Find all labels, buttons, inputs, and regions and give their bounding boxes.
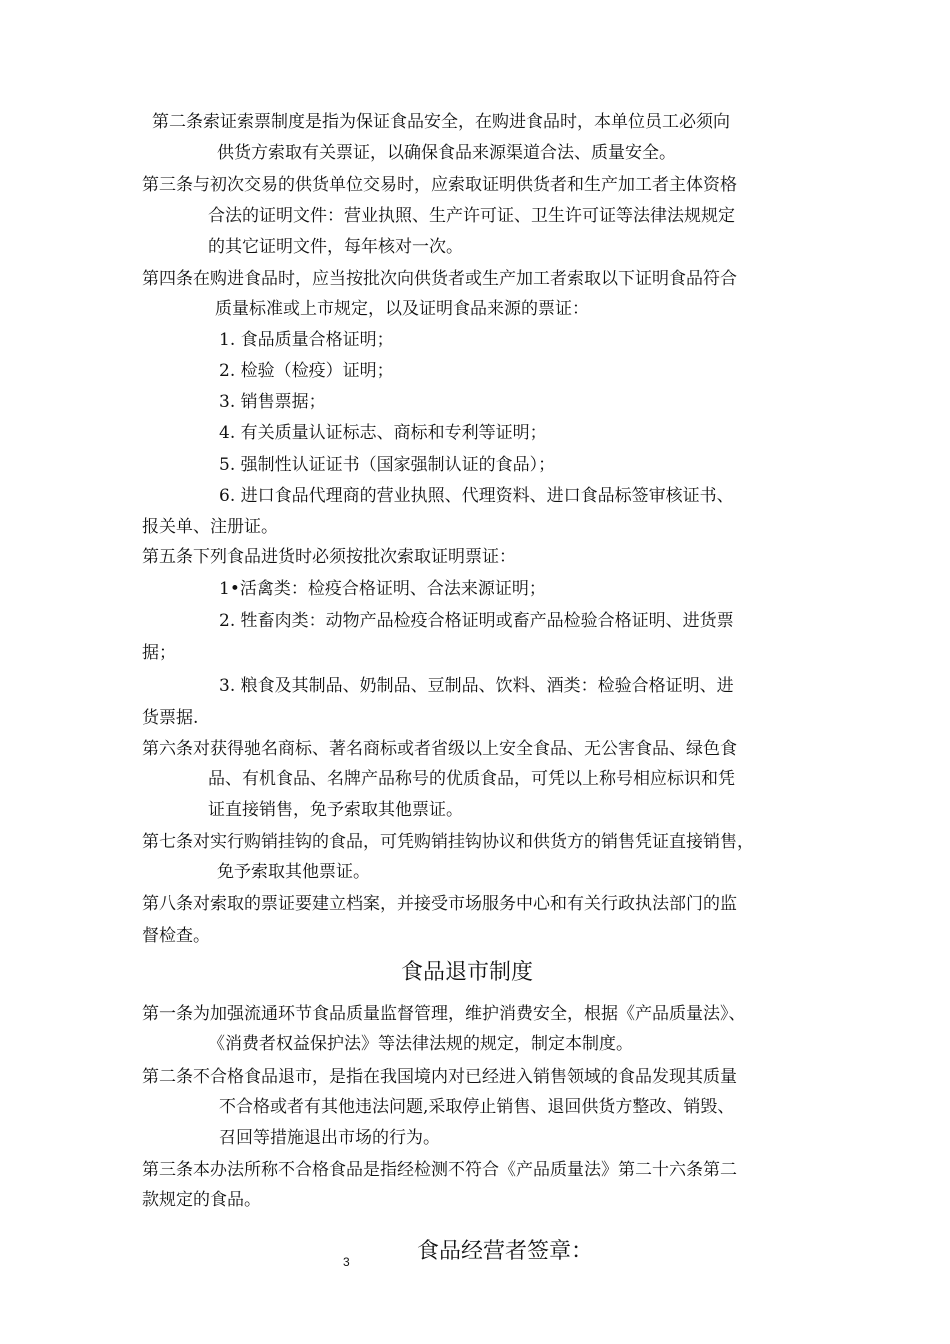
- article-4-item-5: 5. 强制性认证证书（国家强制认证的食品）；: [219, 455, 556, 475]
- article-4-item-1: 1. 食品质量合格证明；: [219, 330, 394, 350]
- section2-article-1-line-1: 第一条为加强流通环节食品质量监督管理，维护消费安全，根据《产品质量法》、: [142, 1004, 746, 1024]
- article-7-line-1: 第七条对实行购销挂钩的食品，可凭购销挂钩协议和供货方的销售凭证直接销售，: [142, 832, 754, 852]
- article-3-line-1: 第三条与初次交易的供货单位交易时，应索取证明供货者和生产加工者主体资格: [142, 175, 737, 195]
- article-8-line-2: 督检查。: [142, 926, 210, 946]
- article-3-line-2: 合法的证明文件：营业执照、生产许可证、卫生许可证等法律法规规定: [208, 206, 735, 226]
- article-6-line-1: 第六条对获得驰名商标、著名商标或者省级以上安全食品、无公害食品、绿色食: [142, 739, 737, 759]
- article-4-item-4: 4. 有关质量认证标志、商标和专利等证明；: [219, 423, 547, 443]
- section2-article-3-line-1: 第三条本办法所称不合格食品是指经检测不符合《产品质量法》第二十六条第二: [142, 1160, 737, 1180]
- article-5-line-1: 第五条下列食品进货时必须按批次索取证明票证：: [142, 547, 516, 567]
- article-2-line-2: 供货方索取有关票证，以确保食品来源渠道合法、质量安全。: [217, 143, 676, 163]
- article-8-line-1: 第八条对索取的票证要建立档案，并接受市场服务中心和有关行政执法部门的监: [142, 894, 737, 914]
- article-5-item-3-line-1: 3. 粮食及其制品、奶制品、豆制品、饮料、酒类：检验合格证明、进: [219, 676, 734, 696]
- article-5-item-2-line-1: 2. 牲畜肉类：动物产品检疫合格证明或畜产品检验合格证明、进货票: [219, 611, 734, 631]
- article-4-line-2: 质量标准或上市规定，以及证明食品来源的票证：: [215, 299, 589, 319]
- article-5-item-3-line-2: 货票据.: [142, 708, 199, 728]
- section2-article-2-line-3: 召回等措施退出市场的行为。: [219, 1128, 440, 1148]
- section2-article-2-line-1: 第二条不合格食品退市，是指在我国境内对已经进入销售领域的食品发现其质量: [142, 1067, 737, 1087]
- article-5-item-2-line-2: 据；: [142, 643, 176, 663]
- article-3-line-3: 的其它证明文件，每年核对一次。: [208, 237, 463, 257]
- section2-article-2-line-2: 不合格或者有其他违法问题,采取停止销售、退回供货方整改、销毁、: [219, 1097, 735, 1117]
- article-4-item-6-continued: 报关单、注册证。: [142, 517, 278, 537]
- page-number: 3: [343, 1255, 350, 1269]
- section2-article-1-line-2: 《消费者权益保护法》等法律法规的规定，制定本制度。: [208, 1034, 633, 1054]
- signature-label: 食品经营者签章：: [417, 1239, 594, 1264]
- article-5-item-1: 1•活禽类：检疫合格证明、合法来源证明；: [219, 579, 546, 599]
- article-4-item-2: 2. 检验（检疫）证明；: [219, 361, 394, 381]
- article-6-line-3: 证直接销售，免予索取其他票证。: [208, 800, 463, 820]
- section-title: 食品退市制度: [401, 960, 534, 985]
- article-4-line-1: 第四条在购进食品时，应当按批次向供货者或生产加工者索取以下证明食品符合: [142, 269, 737, 289]
- article-7-line-2: 免予索取其他票证。: [217, 862, 370, 882]
- article-4-item-6: 6. 进口食品代理商的营业执照、代理资料、进口食品标签审核证书、: [219, 486, 734, 506]
- article-4-item-3: 3. 销售票据；: [219, 392, 326, 412]
- section2-article-3-line-2: 款规定的食品。: [142, 1190, 261, 1210]
- article-6-line-2: 品、有机食品、名牌产品称号的优质食品，可凭以上称号相应标识和凭: [208, 769, 735, 789]
- article-2-line-1: 第二条索证索票制度是指为保证食品安全，在购进食品时，本单位员工必须向: [152, 112, 730, 132]
